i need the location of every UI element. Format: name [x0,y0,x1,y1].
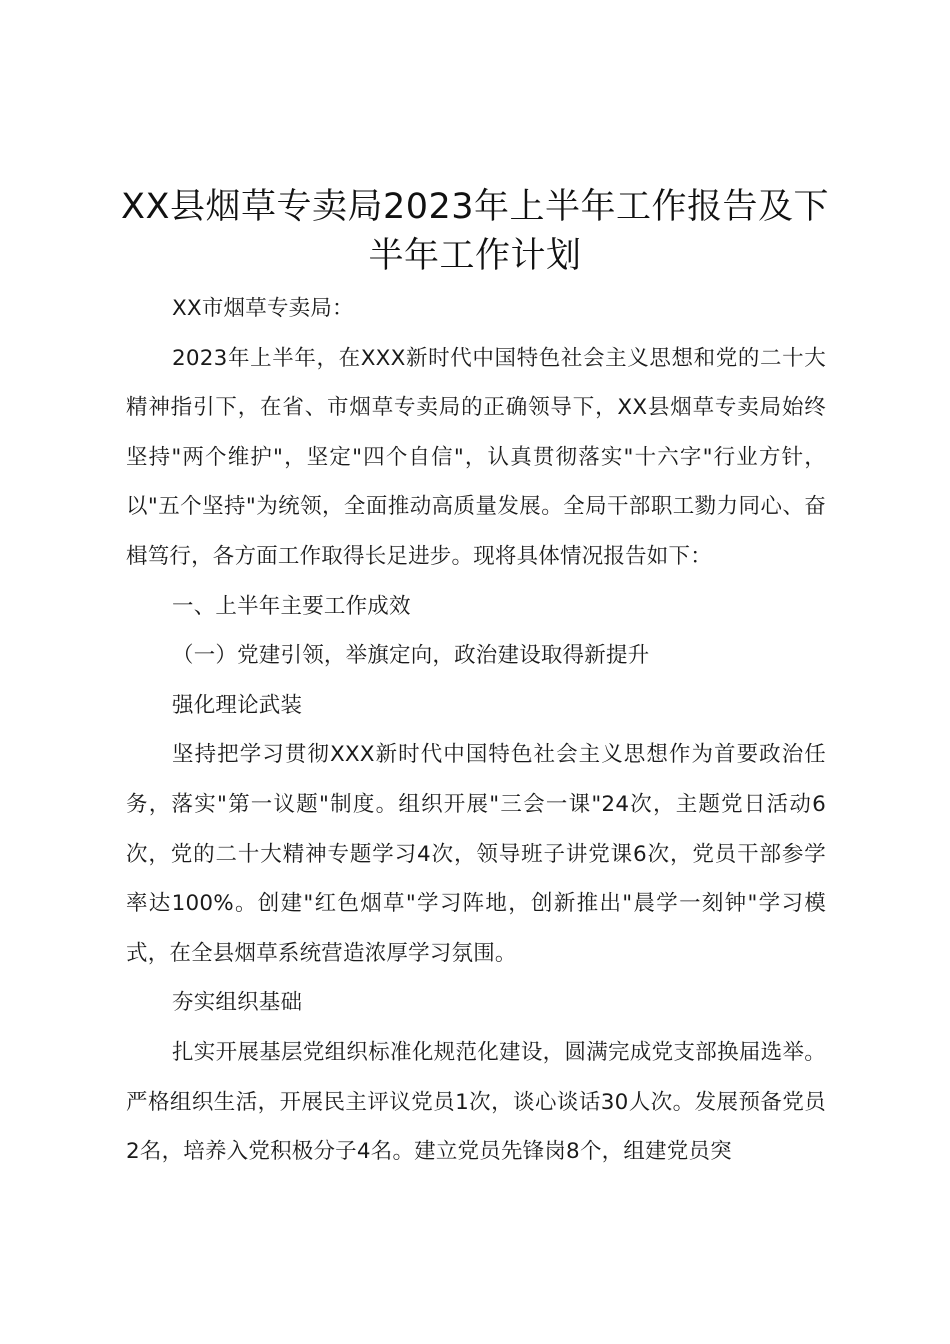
salutation: XX市烟草专卖局： [172,296,354,321]
document-body [126,284,826,1177]
intro-paragraph: 2023年上半年，在XXX新时代中国特色社会主义思想和党的二十大精神指引下，在省、市烟草专卖局的正确领导下，XX县烟草专卖局始终坚持"两个维护"，坚定"四个自信"，认真贯彻落实"十六字"行业方针，以"五个坚持"为统领，全面推动高质量发展。全局干部职工勠力同心、奋楫笃行，各方面工作取得长足进步。现将具体情况报告如下： [126,345,826,569]
subsection-heading: （一）党建引领，举旗定向，政治建设取得新提升 [172,643,650,669]
document-title-line1: XX县烟草专卖局2023年上半年工作报告及下 [120,187,830,227]
section-heading: 一、上半年主要工作成效 [172,593,411,619]
document-title-line2: 半年工作计划 [368,236,582,276]
item-paragraph: 坚持把学习贯彻XXX新时代中国特色社会主义思想作为首要政治任务，落实"第一议题"制度。组织开展"三会一课"24次，主题党日活动6次，党的二十大精神专题学习4次，领导班子讲党课6次，党员干部参学率达100%。创建"红色烟草"学习阵地，创新推出"晨学一刻钟"学习模式，在全县烟草系统营造浓厚学习氛围。 [126,742,826,966]
item-heading: 强化理论武装 [172,692,303,718]
item-paragraph: 扎实开展基层党组织标准化规范化建设，圆满完成党支部换届选举。严格组织生活，开展民主评议党员1次，谈心谈话30人次。发展预备党员2名，培养入党积极分子4名。建立党员先锋岗8个，组建党员突 [126,1039,826,1165]
item-heading: 夯实组织基础 [172,990,303,1016]
